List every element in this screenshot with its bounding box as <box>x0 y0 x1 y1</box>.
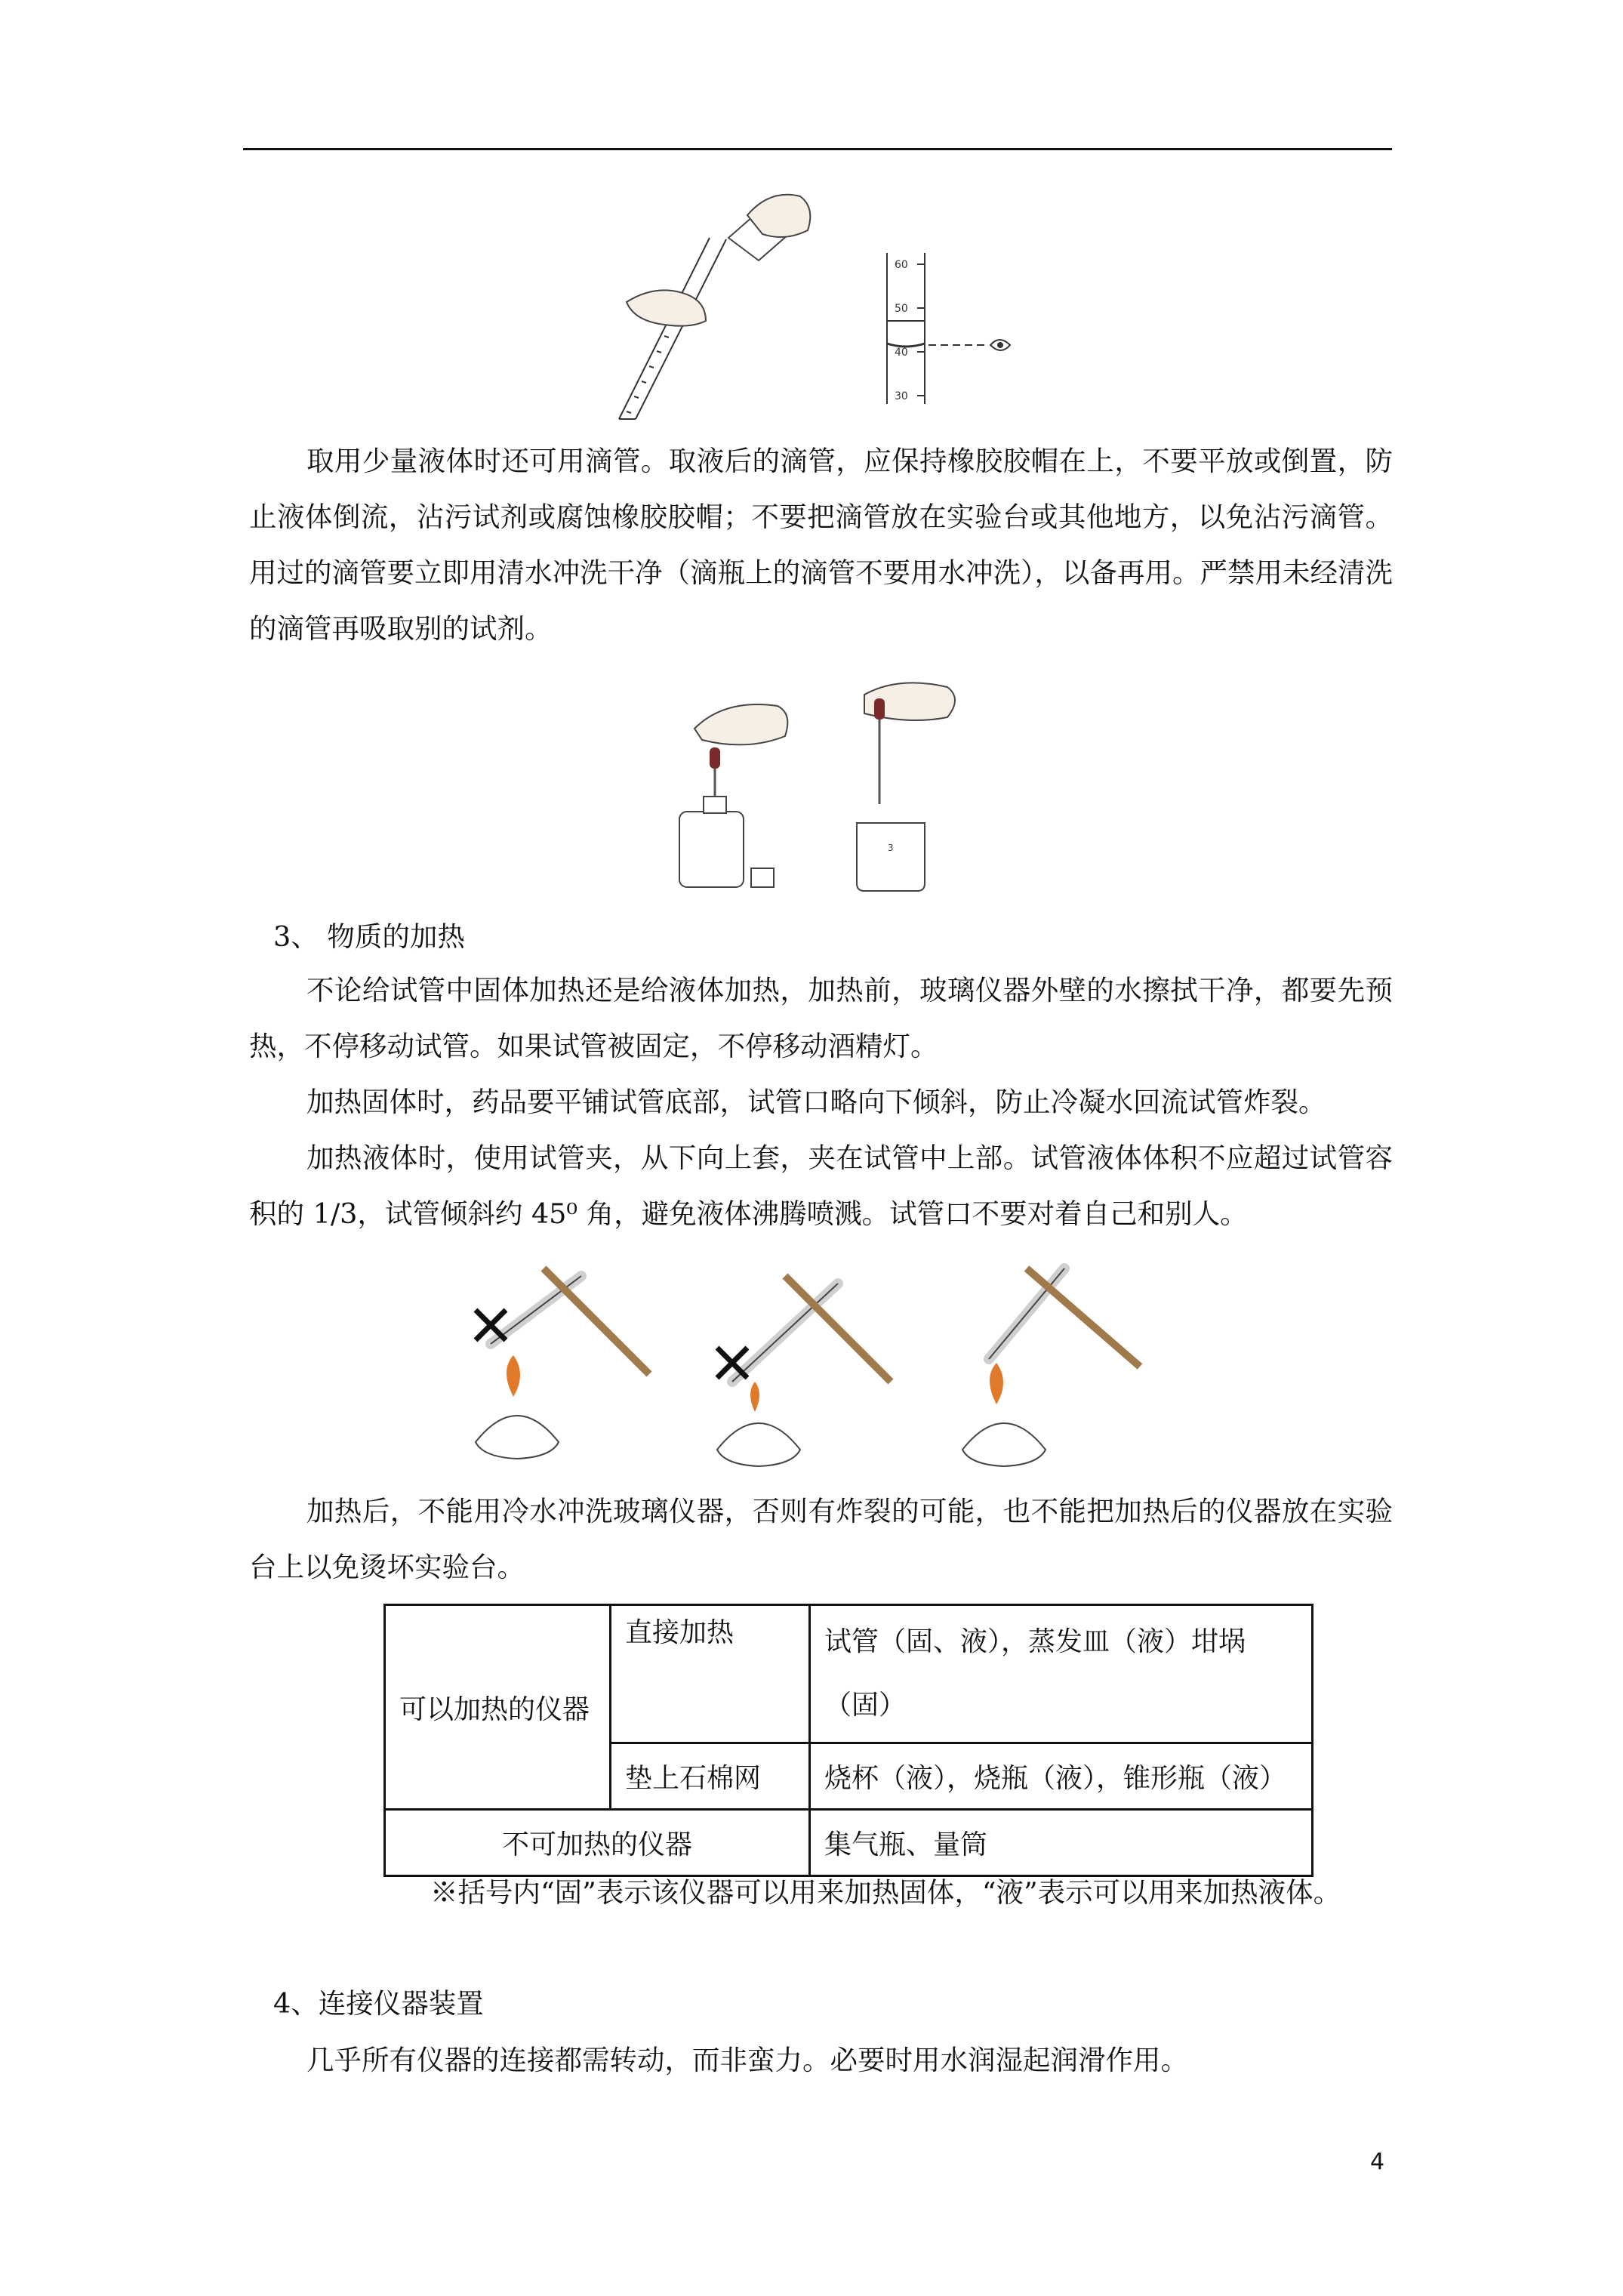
header-rule <box>243 148 1392 150</box>
dropper-bulb <box>874 698 885 720</box>
heading-connect: 4、连接仪器装置 <box>273 1987 484 2020</box>
graduated-cylinder-tilted <box>619 238 726 419</box>
cylinder-tick-label: 30 <box>895 390 908 402</box>
paragraph-heat-liquid: 加热液体时，使用试管夹，从下向上套，夹在试管中上部。试管液体体积不应超过试管容积的 1/3，试管倾斜约 45⁰ 角，避免液体沸腾喷溅。试管口不要对着自己和别人。 <box>249 1142 1393 1230</box>
heating-setup-wrong-2 <box>717 1276 891 1466</box>
bottle-stopper <box>751 868 774 887</box>
figure-dropper-usage <box>664 676 981 895</box>
cell-gauze-items: 烧杯（液），烧瓶（液），锥形瓶（液） <box>810 1743 1313 1810</box>
hand-left <box>627 290 706 325</box>
heating-instruments-table <box>383 1604 1313 1877</box>
figure-pouring-and-reading <box>604 193 1027 427</box>
figure-heating-setups <box>460 1253 1178 1472</box>
beaker-label: 3 <box>888 843 894 853</box>
cylinder-tick-label: 40 <box>895 347 908 359</box>
cell-direct-heat: 直接加热 <box>611 1605 810 1743</box>
dropper-bulb <box>710 747 720 769</box>
cell-not-heatable-items: 集气瓶、量筒 <box>810 1810 1313 1876</box>
cylinder-tick-label: 60 <box>895 259 908 271</box>
paragraph-after-heating: 加热后，不能用冷水冲洗玻璃仪器，否则有炸裂的可能，也不能把加热后的仪器放在实验台上以免烫坏实验台。 <box>249 1495 1393 1583</box>
cell-heatable: 可以加热的仪器 <box>385 1605 611 1810</box>
paragraph-dropper: 取用少量液体时还可用滴管。取液后的滴管，应保持橡胶胶帽在上，不要平放或倒置，防止液体倒流，沾污试剂或腐蚀橡胶胶帽；不要把滴管放在实验台或其他地方，以免沾污滴管。用过的滴管要立即用清水冲洗干净（滴瓶上的滴管不要用水冲洗），以备再用。严禁用未经清洗的滴管再吸取别的试剂。 <box>249 445 1393 645</box>
paragraph-heat-intro: 不论给试管中固体加热还是给液体加热，加热前，玻璃仪器外壁的水擦拭干净，都要先预热，不停移动试管。如果试管被固定，不停移动酒精灯。 <box>249 974 1393 1062</box>
meniscus <box>887 344 925 347</box>
heating-setup-wrong-1 <box>476 1268 649 1459</box>
paragraph-connect: 几乎所有仪器的连接都需转动，而非蛮力。必要时用水润湿起润滑作用。 <box>306 2044 1188 2076</box>
heating-setup-correct <box>962 1268 1140 1466</box>
graduated-cylinder-upright <box>887 253 925 404</box>
cell-not-heatable: 不可加热的仪器 <box>385 1810 810 1876</box>
paragraph-note: ※括号内“固”表示该仪器可以用来加热固体，“液”表示可以用来加热液体。 <box>430 1876 1341 1909</box>
beaker <box>857 823 925 891</box>
cell-gauze: 垫上石棉网 <box>611 1743 810 1810</box>
heading-heating: 3、 物质的加热 <box>273 920 465 953</box>
page-number: 4 <box>1370 2149 1385 2175</box>
dropper-bottle <box>679 812 744 887</box>
paragraph-heat-solid: 加热固体时，药品要平铺试管底部，试管口略向下倾斜，防止冷凝水回流试管炸裂。 <box>306 1086 1326 1118</box>
hand-dropper-left <box>694 704 787 744</box>
cell-direct-items: 试管（固、液），蒸发皿（液）坩埚（固） <box>810 1605 1313 1743</box>
cylinder-tick-label: 50 <box>895 303 908 315</box>
